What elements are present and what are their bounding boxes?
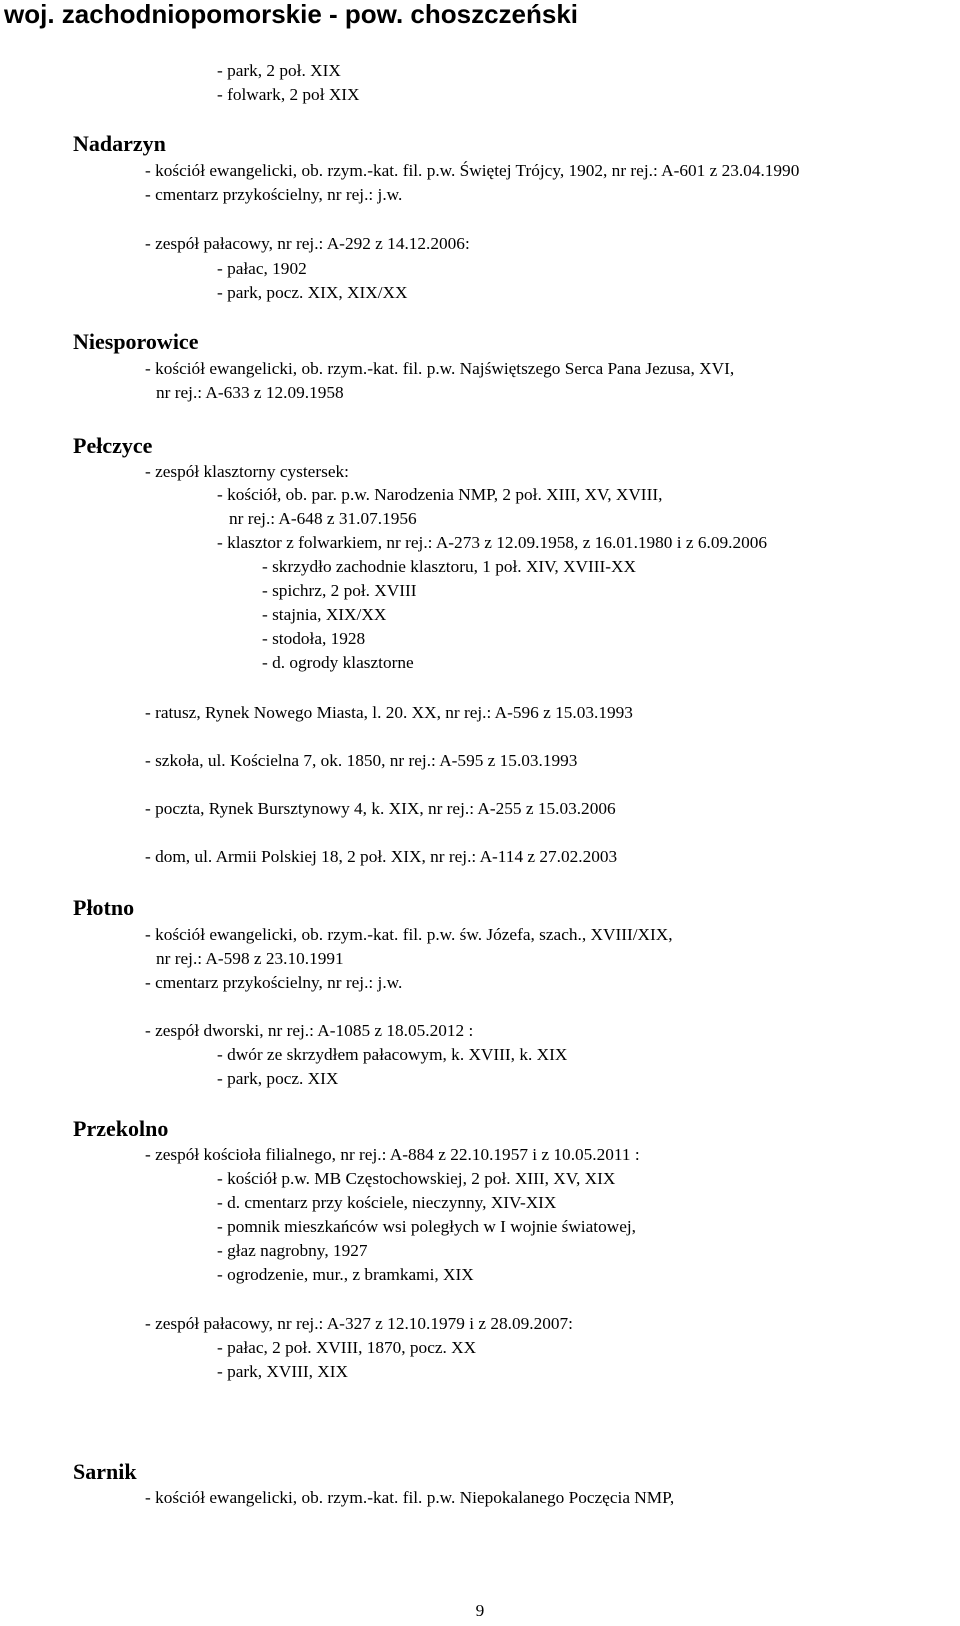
entry-line: - pomnik mieszkańców wsi poległych w I wojnie światowej,: [217, 1217, 636, 1236]
entry-line: - dwór ze skrzydłem pałacowym, k. XVIII, k. XIX: [217, 1045, 568, 1064]
entry-line: - szkoła, ul. Kościelna 7, ok. 1850, nr rej.: A-595 z 15.03.1993: [145, 751, 578, 770]
entry-line: - stajnia, XIX/XX: [262, 605, 387, 624]
place-heading-pelczyce: Pełczyce: [73, 433, 153, 458]
entry-line: - zespół dworski, nr rej.: A-1085 z 18.05.2012 :: [145, 1021, 474, 1040]
entry-line: - zespół klasztorny cystersek:: [145, 462, 349, 481]
entry-line: - zespół pałacowy, nr rej.: A-327 z 12.10.1979 i z 28.09.2007:: [145, 1314, 573, 1333]
place-heading-niesporowice: Niesporowice: [73, 329, 199, 354]
entry-line: - park, pocz. XIX, XIX/XX: [217, 283, 408, 302]
entry-line: - ogrodzenie, mur., z bramkami, XIX: [217, 1265, 474, 1284]
entry-line: - skrzydło zachodnie klasztoru, 1 poł. XIV, XVIII-XX: [262, 557, 637, 576]
page-number: 9: [475, 1601, 485, 1620]
entry-line: - stodoła, 1928: [262, 629, 366, 648]
entry-line: - cmentarz przykościelny, nr rej.: j.w.: [145, 185, 403, 204]
entry-line: - kościół p.w. MB Częstochowskiej, 2 poł. XIII, XV, XIX: [217, 1169, 616, 1188]
entry-line: - kościół ewangelicki, ob. rzym.-kat. fil. p.w. Najświętszego Serca Pana Jezusa, XVI,: [145, 359, 735, 378]
entry-line: nr rej.: A-598 z 23.10.1991: [156, 949, 344, 968]
entry-line: - park, XVIII, XIX: [217, 1362, 349, 1381]
entry-line: - spichrz, 2 poł. XVIII: [262, 581, 417, 600]
entry-line: - ratusz, Rynek Nowego Miasta, l. 20. XX, nr rej.: A-596 z 15.03.1993: [145, 703, 633, 722]
entry-line: - pałac, 1902: [217, 259, 307, 278]
entry-line: - zespół pałacowy, nr rej.: A-292 z 14.12.2006:: [145, 234, 470, 253]
entry-line: nr rej.: A-648 z 31.07.1956: [229, 509, 417, 528]
entry-line: nr rej.: A-633 z 12.09.1958: [156, 383, 344, 402]
entry-line: - park, 2 poł. XIX: [217, 61, 341, 80]
page-header: woj. zachodniopomorskie - pow. choszczeński: [4, 0, 579, 29]
entry-line: - cmentarz przykościelny, nr rej.: j.w.: [145, 973, 403, 992]
entry-line: - zespół kościoła filialnego, nr rej.: A-884 z 22.10.1957 i z 10.05.2011 :: [145, 1145, 640, 1164]
entry-line: - d. ogrody klasztorne: [262, 653, 414, 672]
entry-line: - głaz nagrobny, 1927: [217, 1241, 368, 1260]
place-heading-plotno: Płotno: [73, 895, 135, 920]
entry-line: - kościół, ob. par. p.w. Narodzenia NMP, 2 poł. XIII, XV, XVIII,: [217, 485, 663, 504]
entry-line: - dom, ul. Armii Polskiej 18, 2 poł. XIX, nr rej.: A-114 z 27.02.2003: [145, 847, 618, 866]
entry-line: - poczta, Rynek Bursztynowy 4, k. XIX, nr rej.: A-255 z 15.03.2006: [145, 799, 616, 818]
entry-line: - kościół ewangelicki, ob. rzym.-kat. fil. p.w. Świętej Trójcy, 1902, nr rej.: A-601 z 23.04.1990: [145, 161, 800, 180]
entry-line: - pałac, 2 poł. XVIII, 1870, pocz. XX: [217, 1338, 477, 1357]
place-heading-przekolno: Przekolno: [73, 1116, 169, 1141]
entry-line: - kościół ewangelicki, ob. rzym.-kat. fil. p.w. św. Józefa, szach., XVIII/XIX,: [145, 925, 673, 944]
place-heading-nadarzyn: Nadarzyn: [73, 131, 166, 156]
place-heading-sarnik: Sarnik: [73, 1459, 137, 1484]
entry-line: - kościół ewangelicki, ob. rzym.-kat. fil. p.w. Niepokalanego Poczęcia NMP,: [145, 1488, 675, 1507]
entry-line: - d. cmentarz przy kościele, nieczynny, XIV-XIX: [217, 1193, 557, 1212]
entry-line: - klasztor z folwarkiem, nr rej.: A-273 z 12.09.1958, z 16.01.1980 i z 6.09.2006: [217, 533, 768, 552]
entry-line: - park, pocz. XIX: [217, 1069, 339, 1088]
entry-line: - folwark, 2 poł XIX: [217, 85, 360, 104]
